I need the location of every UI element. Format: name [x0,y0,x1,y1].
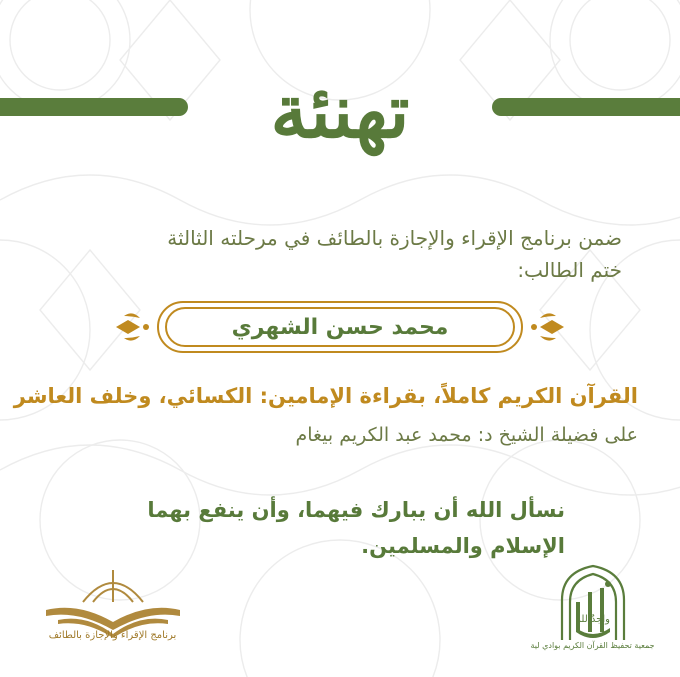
decorative-bar-left [0,98,188,116]
mosque-dome-icon [548,562,638,642]
sheikh-line: على فضيلة الشيخ د: محمد عبد الكريم بيغام [295,424,638,446]
quran-reading-line: القرآن الكريم كاملاً، بقراءة الإمامين: الكسائي، وخلف العاشر [13,384,638,408]
student-name: محمد حسن الشهري [231,314,449,340]
right-logo-caption: جمعية تحفيظ القرآن الكريم بوادي لية [530,641,655,650]
intro-line-1: ضمن برنامج الإقراء والإجازة بالطائف في مرحلته الثالثة [167,226,622,250]
dua-line-2: الإسلام والمسلمين. [361,534,565,558]
right-logo-name: واجدٌ لله [576,614,610,625]
decorative-bar-right [492,98,680,116]
left-logo-caption: برنامج الإقراء والإجازة بالطائف [48,630,177,641]
dua-line-1: نسأل الله أن يبارك فيهما، وأن ينفع بهما [147,498,565,522]
card-title: تهنئة [270,69,410,155]
intro-line-2: ختم الطالب: [517,258,622,282]
